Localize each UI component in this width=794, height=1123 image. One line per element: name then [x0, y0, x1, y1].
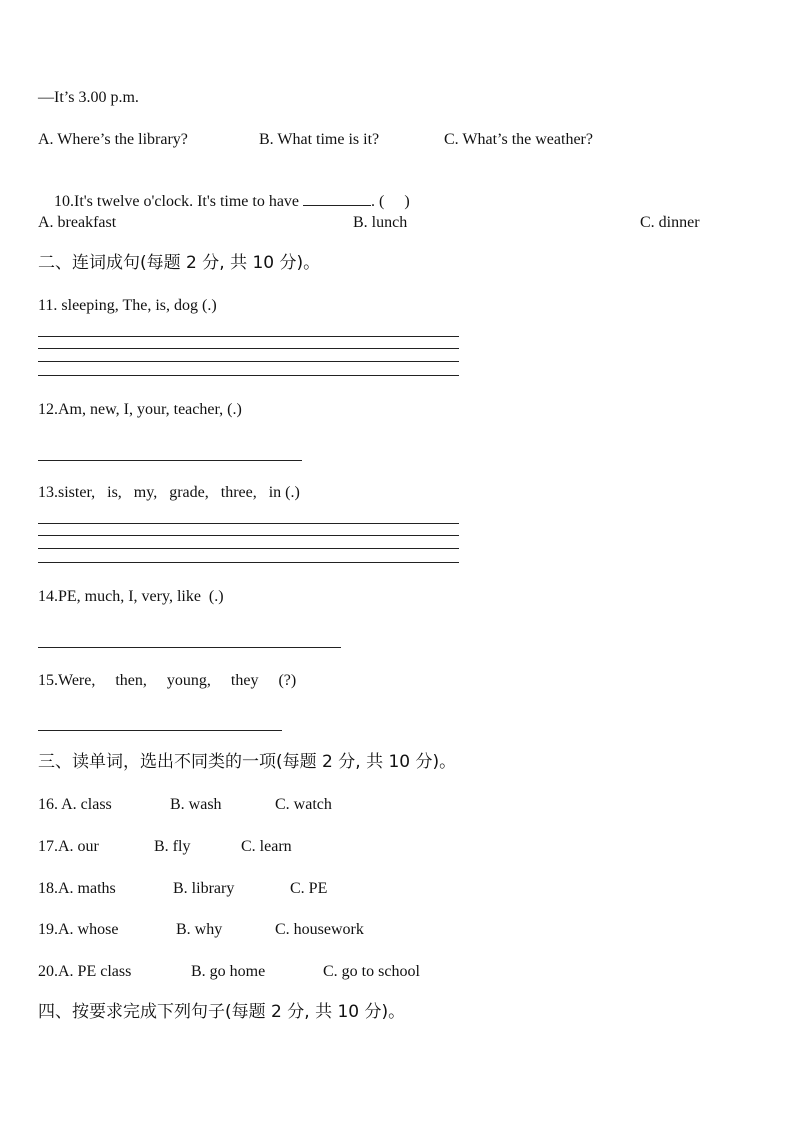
- q17-option-b: B. fly: [154, 838, 191, 855]
- q10-option-c: C. dinner: [640, 214, 700, 231]
- q9-option-a: A. Where’s the library?: [38, 131, 188, 148]
- q10-stem-before: 10.It's twelve o'clock. It's time to have: [54, 193, 304, 210]
- q10-answer-blank[interactable]: [303, 191, 371, 206]
- q17-option-c: C. learn: [241, 838, 292, 855]
- q16-option-b: B. wash: [170, 796, 222, 813]
- q20-option-b: B. go home: [191, 963, 266, 980]
- q20-option-a: 20.A. PE class: [38, 963, 132, 980]
- q16-option-c: C. watch: [275, 796, 332, 813]
- q13-answer-line-1[interactable]: [38, 523, 459, 524]
- q9-option-c: C. What’s the weather?: [444, 131, 593, 148]
- q11-answer-line-3[interactable]: [38, 361, 459, 362]
- q19-option-c: C. housework: [275, 921, 364, 938]
- q9-option-b: B. What time is it?: [259, 131, 380, 148]
- q15-answer-line[interactable]: [38, 730, 282, 731]
- q19-option-a: 19.A. whose: [38, 921, 119, 938]
- q11-text: 11. sleeping, The, is, dog (.): [38, 297, 217, 314]
- section2-title: 二、连词成句(每题 2 分, 共 10 分)。: [38, 253, 321, 273]
- q14-text: 14.PE, much, I, very, like (.): [38, 588, 224, 605]
- q10-option-a: A. breakfast: [38, 214, 117, 231]
- q11-answer-line-2[interactable]: [38, 348, 459, 349]
- q9-answer-line: —It’s 3.00 p.m.: [38, 89, 139, 106]
- q13-text: 13.sister, is, my, grade, three, in (.): [38, 484, 300, 501]
- q11-answer-line-4[interactable]: [38, 375, 459, 376]
- q18-option-b: B. library: [173, 880, 235, 897]
- q13-answer-line-4[interactable]: [38, 562, 459, 563]
- q12-text: 12.Am, new, I, your, teacher, (.): [38, 401, 242, 418]
- q15-text: 15.Were, then, young, they (?): [38, 672, 297, 689]
- q11-answer-line-1[interactable]: [38, 336, 459, 337]
- q17-option-a: 17.A. our: [38, 838, 99, 855]
- q13-answer-line-2[interactable]: [38, 535, 459, 536]
- q18-option-c: C. PE: [290, 880, 328, 897]
- q20-option-c: C. go to school: [323, 963, 420, 980]
- q16-option-a: 16. A. class: [38, 796, 112, 813]
- section3-title: 三、读单词，选出不同类的一项(每题 2 分, 共 10 分)。: [38, 752, 457, 772]
- q10-stem-after: . ( ): [371, 193, 410, 210]
- q12-answer-line[interactable]: [38, 460, 302, 461]
- q14-answer-line[interactable]: [38, 647, 341, 648]
- q13-answer-line-3[interactable]: [38, 548, 459, 549]
- q10-option-b: B. lunch: [353, 214, 408, 231]
- q19-option-b: B. why: [176, 921, 223, 938]
- section4-title: 四、按要求完成下列句子(每题 2 分, 共 10 分)。: [38, 1002, 406, 1022]
- q18-option-a: 18.A. maths: [38, 880, 116, 897]
